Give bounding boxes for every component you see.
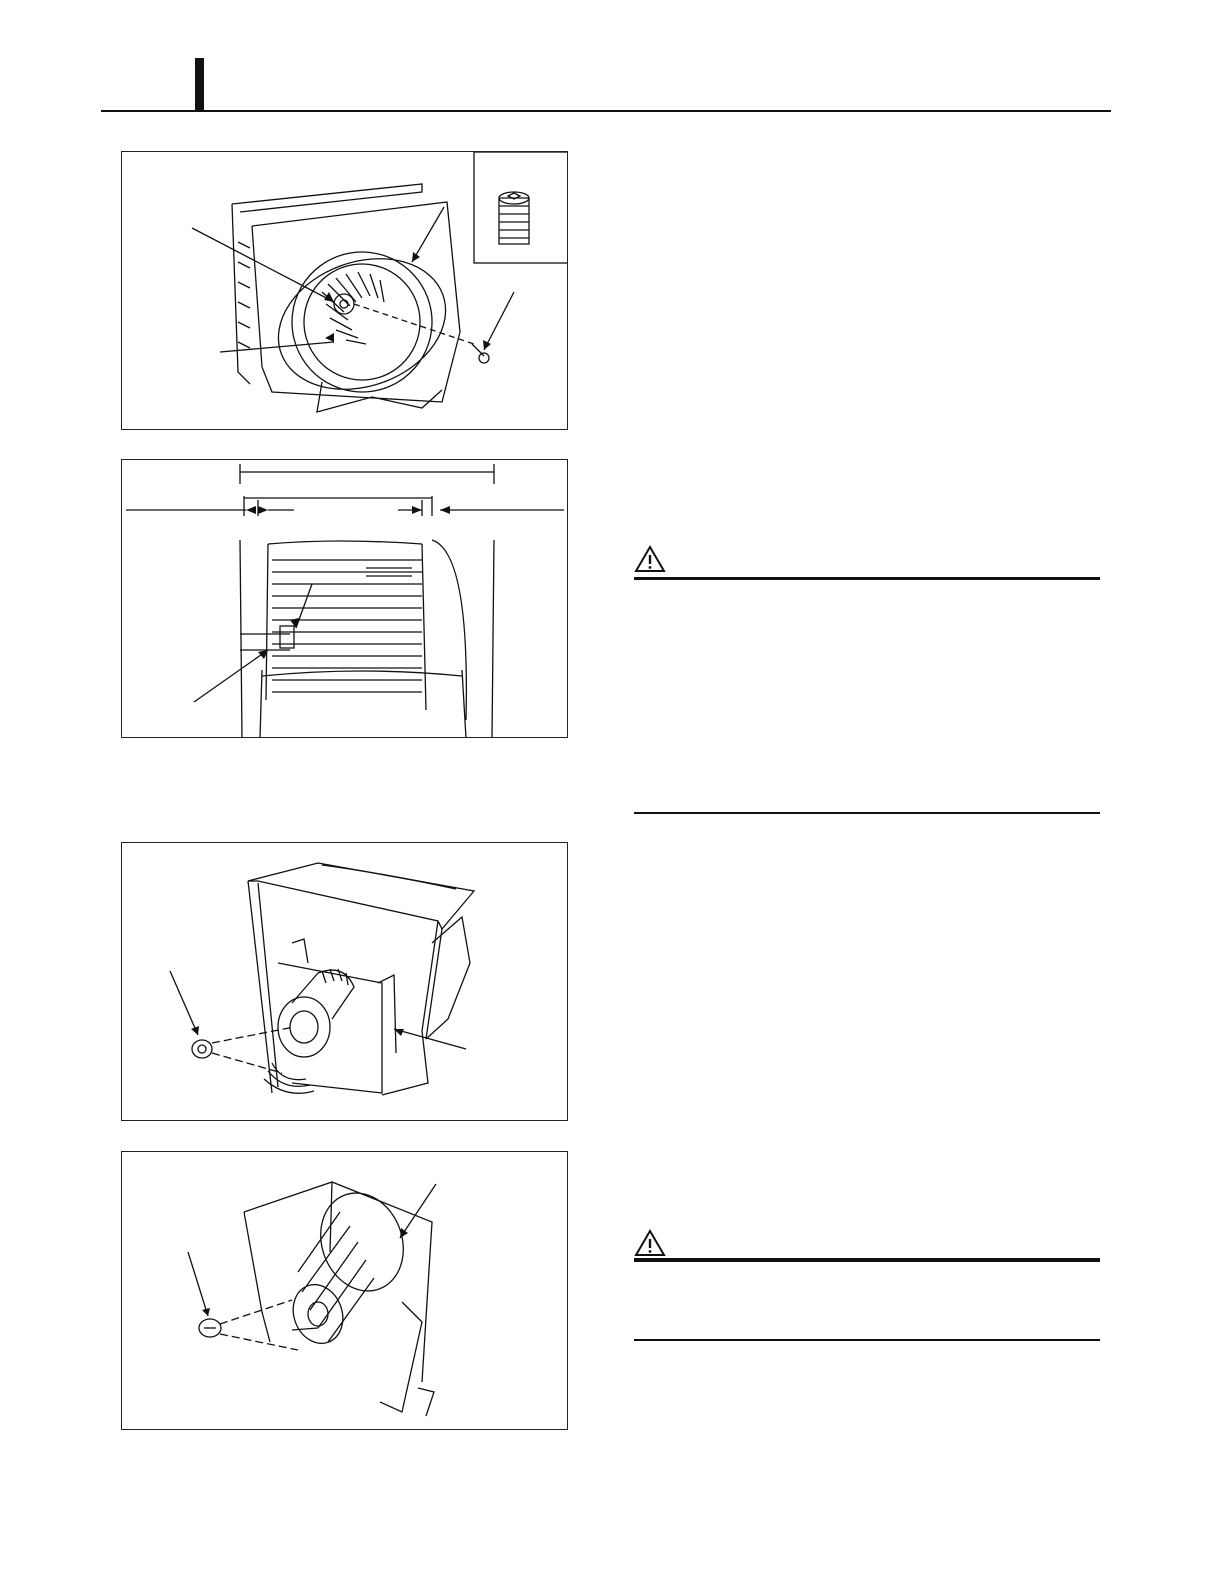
warning-triangle-icon (634, 1229, 666, 1257)
header-rule (101, 110, 1111, 112)
figure-motor-removal (121, 1151, 568, 1430)
caution-end-rule-2 (634, 1339, 1100, 1341)
motor-removal-drawing (122, 1152, 568, 1430)
caution-rule (634, 577, 1100, 580)
warning-triangle-icon (634, 545, 666, 573)
section-marker-bar (195, 58, 204, 112)
caution-rule (634, 1258, 1100, 1262)
figure-fan-removal (121, 151, 568, 430)
caution-end-rule-1 (634, 812, 1100, 814)
fan-clearance-drawing (122, 460, 568, 738)
figure-fan-clearance (121, 459, 568, 738)
figure-motor-bracket (121, 842, 568, 1121)
motor-bracket-drawing (122, 843, 568, 1121)
fan-removal-drawing (122, 152, 568, 430)
